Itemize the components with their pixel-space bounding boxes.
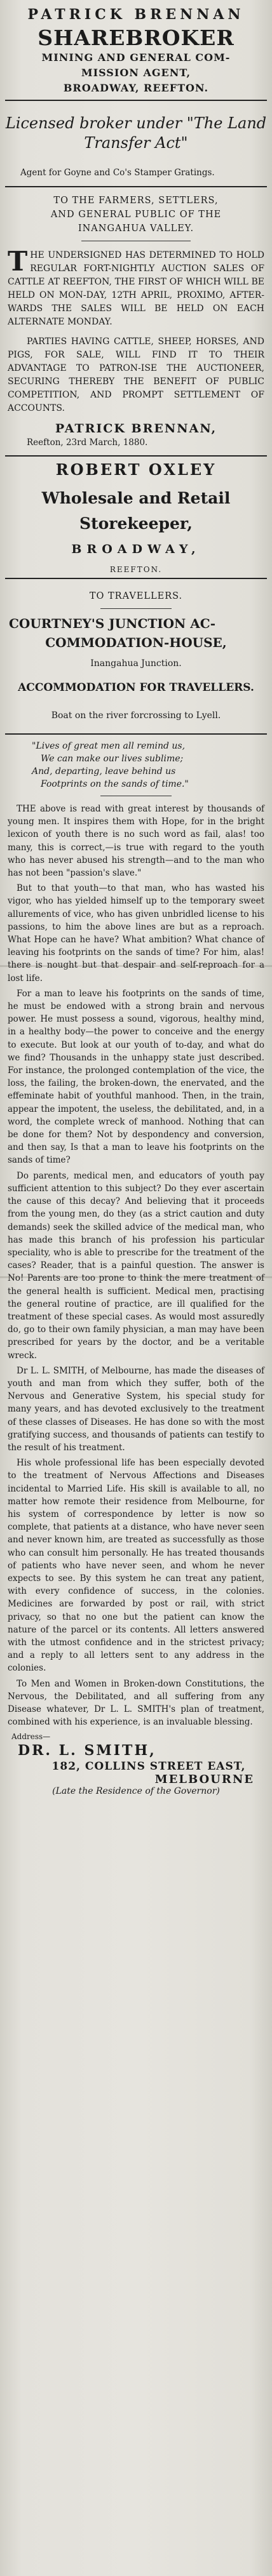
ad-dr-smith [5,740,267,1796]
ad-line: BROADWAY, REEFTON. [63,82,209,94]
address-label: Address— [11,1732,51,1742]
poem-line: Footprints on the sands of time." [41,779,189,789]
poem-line: And, departing, leave behind us [32,766,176,777]
ad-line: Wholesale and Retail [41,489,231,507]
advertiser-name: ROBERT OXLEY [55,460,217,479]
ad-line: MINING AND GENERAL COM- [41,51,231,63]
ad-line: Storekeeper, [79,514,193,533]
signature: PATRICK BRENNAN, [55,421,217,436]
address-footer: (Late the Residence of the Governor) [52,1786,220,1797]
divider [5,186,267,187]
paragraph: Do parents, medical men, and educators of youth pay sufficient attention to this subject? Do they ever ascertain the cause of this decay? And believing that it proceeds from the young men, do they (as a strict caution and duty demands) seek the skilled advice of the medical man, who has made this branch of his profession his particular speciality, who is able to prescribe for the treatment of the cases? Reader, that is a painful question. The answer is No! Parents are too prone to think the mere treatment of the general health is sufficient. Medical men, practising the general routine of practice, are ill qualified for the treatment of these special cases. As would most assuredly do, go to their own family physician, a man may have been prescribed for years by the doctor, and be a veritable wreck. [8,1170,264,1361]
paragraph: His whole professional life has been especially devoted to the treatment of Nervous Affections and Diseases incidental to Married Life. His skill is available to all, no matter how remote their residence from Melbourne, for his system of correspondence by letter is now so complete, that patients at a distance, who have never seen and never known him, are treated as successfully as those who can consult him personally. He has treated thousands of patients who have never seen, and whom he never expects to see. By this system he can treat any patient, with every confidence of success, in the colonies. Medicines are forwarded by post or rail, with strict privacy, so that no one but the patient can know the nature of the parcel or its contents. All letters answered with the utmost confidence and in the strictest privacy; and a reply to all letters sent to any address in the colonies. [8,1458,264,1674]
ad-line: Boat on the river forcrossing to Lyell. [51,711,221,721]
ad-courtney [5,589,267,735]
city: MELBOURNE [154,1773,254,1787]
doctor-name: DR. L. SMITH, [18,1742,156,1759]
divider [5,578,267,579]
ad-heading: TO TRAVELLERS. [89,591,183,601]
paragraph: But to that youth—to that man, who has wasted his vigor, who has yielded himself up to the temporary sweet allurements of vice, who has given unbridled license to his passions, to him the above lines are but as a reproach. What Hope can he have? What ambition? What chance of leaving his footprints on the sands of time? For him, alas! there is nought but that despair and self-reproach for a lost life. [8,883,264,984]
ad-line: MISSION AGENT, [81,67,191,79]
paragraph: THE above is read with great interest by thousands of young men. It inspires them with Hope, for in the bright lexicon of youth there is no such word as fail, alas! too many, this is correct,—is true with regard to the youth who has never abused his strength—and to the man who has not been "passion's slave." [8,804,264,879]
ad-line: ACCOMMODATION FOR TRAVELLERS. [18,681,254,694]
paragraph: For a man to leave his footprints on the sands of time, he must be endowed with a strong brain and nervous power. He must possess a sound, vigorous, healthy mind, in a healthy body—the power to conceive and the energy to execute. But look at our youth of to-day, and what do we find? Thousands in the unhappy state just described. For instance, the prolonged contemplation of the vice, the loss, the failing, the broken-down, the enervated, and the effeminate habit of youthful manhood. Then, in the train, appear the impotent, the useless, the debilitated, and, in a word, the complete wreck of manhood. Nothing that can be done for them? Not by despondency and conversion, and then say, Is that a man to leave his footprints on the sands of time? [8,988,264,1166]
paper-crease [0,1276,272,1278]
ad-line: REEFTON. [109,565,163,574]
divider [100,608,172,609]
ad-heading: AND GENERAL PUBLIC OF THE INANGAHUA VALLEY. [50,209,222,234]
auction-notice [8,245,264,329]
agent-notice: Agent for Goyne and Co's Stamper Gratings. [20,168,215,178]
divider [5,733,267,735]
licensed-notice: Licensed broker under "The Land Transfer Act" [5,114,267,152]
notice-date: Reefton, 23rd March, 1880. [27,437,148,448]
street-address: 182, COLLINS STREET EAST, [51,1760,246,1773]
ad-oxley [5,460,267,579]
ad-line: COURTNEY'S JUNCTION AC- [9,616,216,631]
ad-sharebroker [5,6,267,187]
paper-crease [0,965,272,967]
ad-heading: TO THE FARMERS, SETTLERS, [53,195,219,206]
paragraph: Dr L. L. SMITH, of Melbourne, has made the diseases of youth and man from which they suffer, both of the Nervous and Generative System, his special study for many years, and has devoted exclusively to the treatment of these classes of Diseases. He has done so with the most gratifying success, and thousands of patients can testify to the result of his treatment. [8,1365,264,1453]
ad-line: COMMODATION-HOUSE, [45,635,227,650]
ad-column [5,0,267,1796]
paragraph: To Men and Women in Broken-down Constitutions, the Nervous, the Debilitated, and all suffering from any Disease whatever, Dr L. L. SMITH's plan of treatment, combined with his experience, is an invaluable blessing. [8,1678,264,1728]
drop-cap: T [8,245,28,277]
ad-auction [5,194,267,457]
divider [5,100,267,101]
poem-line: "Lives of great men all remind us, [32,741,186,751]
divider [5,455,267,457]
ad-title: SHAREBROKER [37,25,235,50]
ad-line: Inangahua Junction. [90,658,182,669]
poem [32,740,267,791]
article-body [8,803,264,1728]
ad-line: BROADWAY, [71,542,201,556]
auction-body: HE UNDERSIGNED HAS DETERMINED TO HOLD REGULAR FORT-NIGHTLY AUCTION SALES OF CATTLE AT REEFTON, THE FIRST OF WHICH WILL BE HELD ON MON-DAY, 12TH APRIL, PROXIMO, AFTER-WARDS THE SALES WILL BE HELD ON EACH ALTERNATE MONDAY. [8,250,264,327]
auction-body-2: PARTIES HAVING CATTLE, SHEEP, HORSES, AND PIGS, FOR SALE, WILL FIND IT TO THEIR ADVANTAGE TO PATRON-ISE THE AUCTIONEER, SECURING THEREBY THE BENEFIT OF PUBLIC COMPETITION, AND PROMPT SETTLEMENT OF ACCOUNTS. [8,336,264,413]
doctor-name-row [5,1741,267,1760]
poem-line: We can make our lives sublime; [41,754,184,764]
advertiser-name: PATRICK BRENNAN [27,6,245,23]
